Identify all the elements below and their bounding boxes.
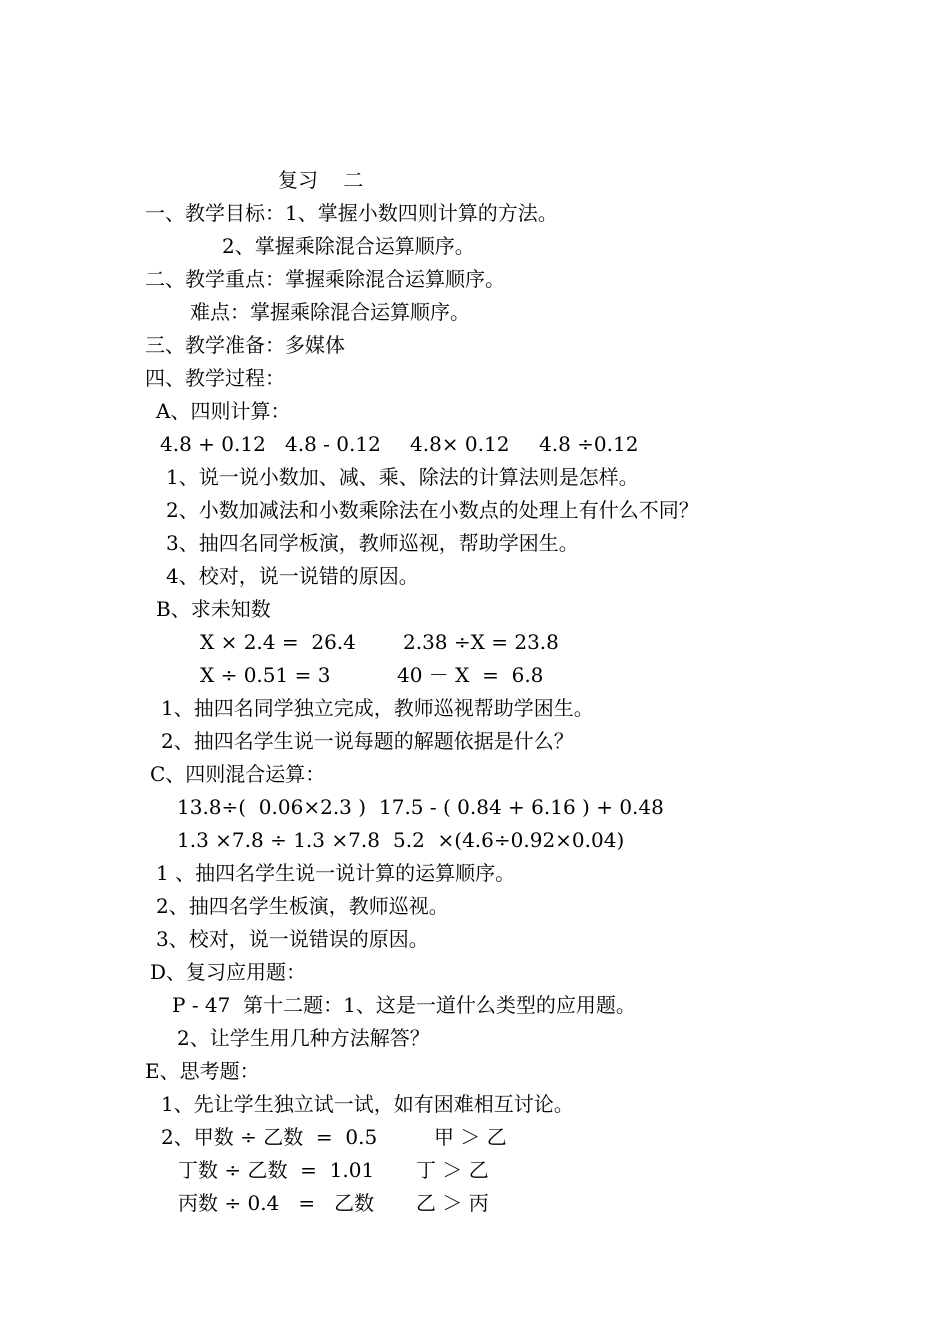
section-a-heading: A、四则计算： (156, 399, 291, 423)
equation: 2、甲数 ÷ 乙数 = 0.5 (161, 1125, 378, 1149)
formula: 4.8 ÷0.12 (539, 432, 639, 456)
document-title: 复习 二 (278, 168, 364, 192)
objectives-line: 一、教学目标：1、掌握小数四则计算的方法。 (145, 201, 558, 225)
key-points-line: 二、教学重点：掌握乘除混合运算顺序。 (145, 267, 505, 291)
formula: 1.3 ×7.8 ÷ 1.3 ×7.8 (177, 828, 380, 852)
formula: 40 － X = 6.8 (397, 663, 544, 687)
section-a-item: 4、校对，说一说错的原因。 (166, 564, 419, 588)
section-b-item: 2、抽四名学生说一说每题的解题依据是什么？ (161, 729, 574, 753)
formula: 13.8÷( 0.06×2.3 ) (177, 795, 367, 819)
section-d-heading: D、复习应用题： (150, 960, 307, 984)
preparation-line: 三、教学准备：多媒体 (145, 333, 345, 357)
formula: X × 2.4 = 26.4 (200, 630, 356, 654)
section-e-equation-3 (0, 1191, 950, 1287)
formula: 4.8 + 0.12 (160, 432, 266, 456)
equation: 丁数 ÷ 乙数 = 1.01 (178, 1158, 375, 1182)
section-e-heading: E、思考题： (145, 1059, 260, 1083)
formula: 5.2 ×(4.6÷0.92×0.04) (393, 828, 625, 852)
section-a-item: 2、小数加减法和小数乘除法在小数点的处理上有什么不同？ (166, 498, 699, 522)
section-c-heading: C、四则混合运算： (150, 762, 326, 786)
formula: 17.5 - ( 0.84 + 6.16 ) + 0.48 (379, 795, 664, 819)
section-a-item: 3、抽四名同学板演，教师巡视，帮助学困生。 (166, 531, 579, 555)
formula: X ÷ 0.51 = 3 (200, 663, 331, 687)
section-e-item: 1、先让学生独立试一试，如有困难相互讨论。 (161, 1092, 574, 1116)
relation: 丁 ＞ 乙 (416, 1158, 489, 1182)
objectives-line-2: 2、掌握乘除混合运算顺序。 (222, 234, 475, 258)
section-d-item: 2、让学生用几种方法解答？ (177, 1026, 430, 1050)
relation: 甲 ＞ 乙 (434, 1125, 507, 1149)
section-a-item: 1、说一说小数加、减、乘、除法的计算法则是怎样。 (166, 465, 639, 489)
relation: 乙 ＞ 丙 (416, 1191, 489, 1215)
section-b-item: 1、抽四名同学独立完成，教师巡视帮助学困生。 (161, 696, 594, 720)
difficulty-line: 难点：掌握乘除混合运算顺序。 (190, 300, 470, 324)
section-b-heading: B、求未知数 (156, 597, 271, 621)
formula: 4.8 - 0.12 (285, 432, 381, 456)
section-c-item: 2、抽四名学生板演，教师巡视。 (156, 894, 449, 918)
section-c-item: 1 、抽四名学生说一说计算的运算顺序。 (156, 861, 516, 885)
equation: 丙数 ÷ 0.4 = 乙数 (178, 1191, 375, 1215)
section-c-item: 3、校对，说一说错误的原因。 (156, 927, 429, 951)
process-heading: 四、教学过程： (145, 366, 285, 390)
formula: 2.38 ÷X = 23.8 (403, 630, 559, 654)
section-d-item: P - 47 第十二题：1、这是一道什么类型的应用题。 (172, 993, 636, 1017)
formula: 4.8× 0.12 (410, 432, 510, 456)
